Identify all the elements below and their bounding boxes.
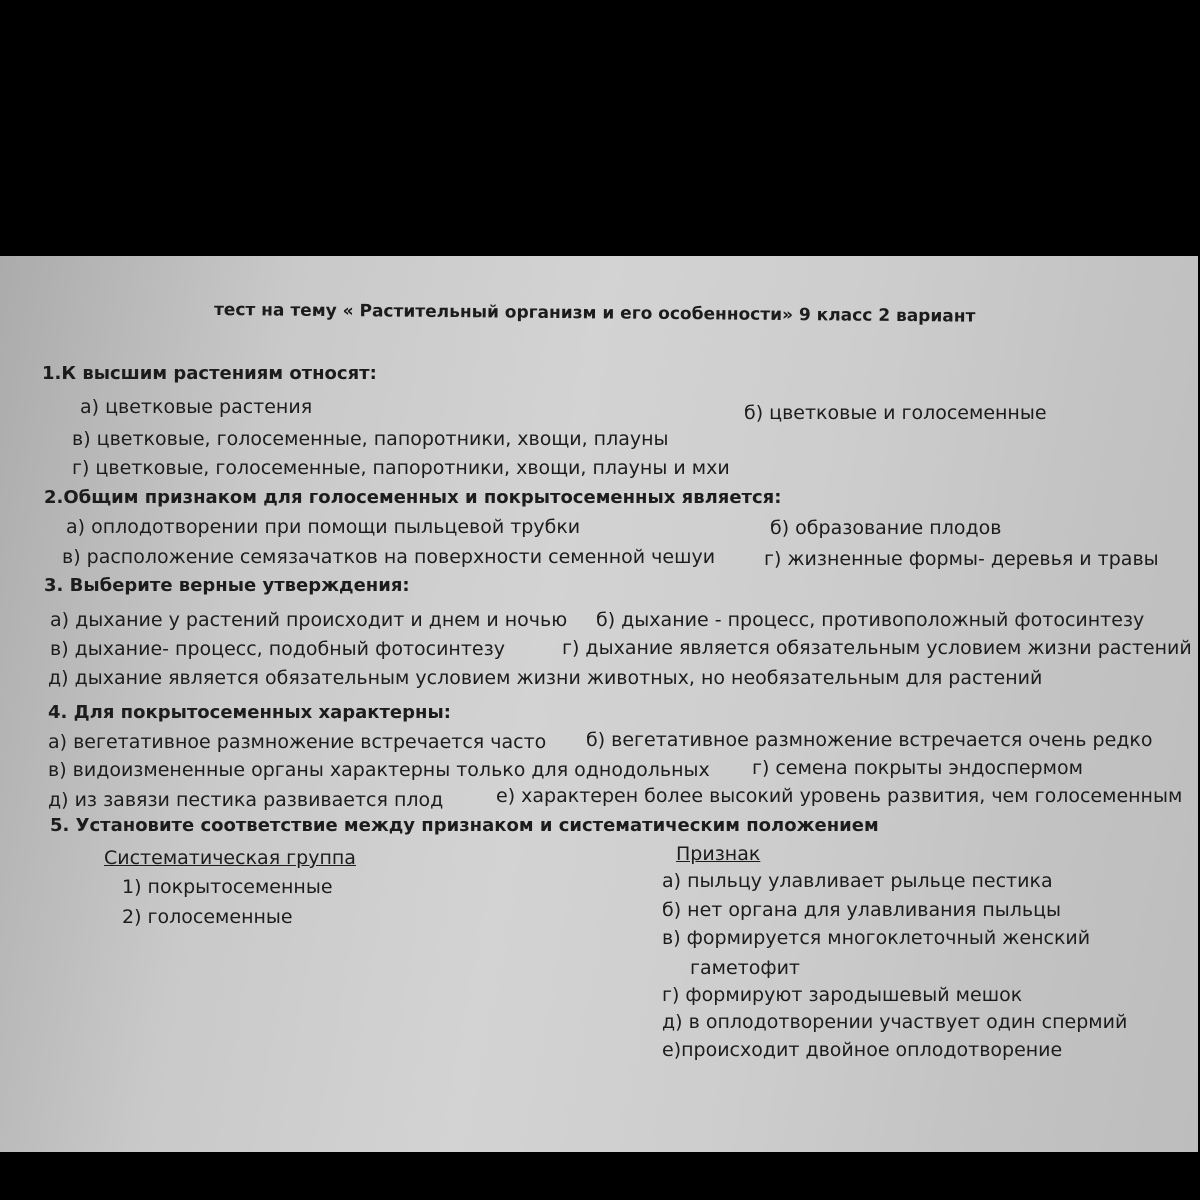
question-4: 4. Для покрытосеменных характерны: (48, 702, 451, 723)
q4-option-a: а) вегетативное размножение встречается часто (48, 731, 547, 753)
feature-item-v: в) формируется многоклеточный женский (662, 927, 1091, 949)
q1-option-a: а) цветковые растения (80, 396, 313, 418)
q2-option-a: а) оплодотворении при помощи пыльцевой трубки (66, 516, 581, 538)
feature-header: Признак (676, 843, 761, 865)
group-item-2: 2) голосеменные (122, 906, 293, 928)
question-3: 3. Выберите верные утверждения: (44, 575, 410, 596)
q4-option-e: е) характерен более высокий уровень развития, чем голосеменным (496, 785, 1183, 807)
group-item-1: 1) покрытосеменные (122, 876, 333, 898)
q3-option-a: а) дыхание у растений происходит и днем и ночью (50, 609, 568, 631)
q4-option-g: г) семена покрыты эндоспермом (752, 757, 1083, 779)
feature-item-g: г) формируют зародышевый мешок (662, 984, 1023, 1006)
q3-option-g: г) дыхание является обязательным условием жизни растений (562, 637, 1192, 659)
q1-option-g: г) цветковые, голосеменные, папоротники, хвощи, плауны и мхи (72, 457, 730, 479)
q4-option-d: д) из завязи пестика развивается плод (48, 789, 444, 811)
q4-option-v: в) видоизмененные органы характерны только для однодольных (48, 759, 710, 781)
q2-option-b: б) образование плодов (770, 517, 1002, 539)
q3-option-d: д) дыхание является обязательным условием жизни животных, но необязательным для растений (48, 667, 1043, 689)
test-sheet (0, 256, 1198, 1152)
test-title: тест на тему « Растительный организм и его особенности» 9 класс 2 вариант (213, 300, 976, 327)
q2-option-g: г) жизненные формы- деревья и травы (764, 548, 1159, 570)
q3-option-v: в) дыхание- процесс, подобный фотосинтезу (50, 638, 505, 660)
q3-option-b: б) дыхание - процесс, противоположный фотосинтезу (596, 609, 1145, 631)
group-header: Систематическая группа (104, 847, 356, 869)
feature-item-a: а) пыльцу улавливает рыльце пестика (662, 870, 1053, 892)
q4-option-b: б) вегетативное размножение встречается очень редко (586, 729, 1153, 751)
feature-item-e: е)происходит двойное оплодотворение (662, 1039, 1063, 1061)
q1-option-b: б) цветковые и голосеменные (744, 402, 1047, 424)
q1-option-v: в) цветковые, голосеменные, папоротники, хвощи, плауны (72, 428, 669, 450)
q2-option-v: в) расположение семязачатков на поверхности семенной чешуи (62, 546, 716, 568)
feature-item-d: д) в оплодотворении участвует один спермий (662, 1011, 1128, 1033)
question-1: 1.К высшим растениям относят: (42, 363, 377, 384)
question-5: 5. Установите соответствие между признаком и систематическим положением (50, 815, 879, 836)
feature-item-v-cont: гаметофит (690, 957, 801, 979)
question-2: 2.Общим признаком для голосеменных и покрытосеменных является: (44, 487, 782, 508)
feature-item-b: б) нет органа для улавливания пыльцы (662, 899, 1062, 921)
